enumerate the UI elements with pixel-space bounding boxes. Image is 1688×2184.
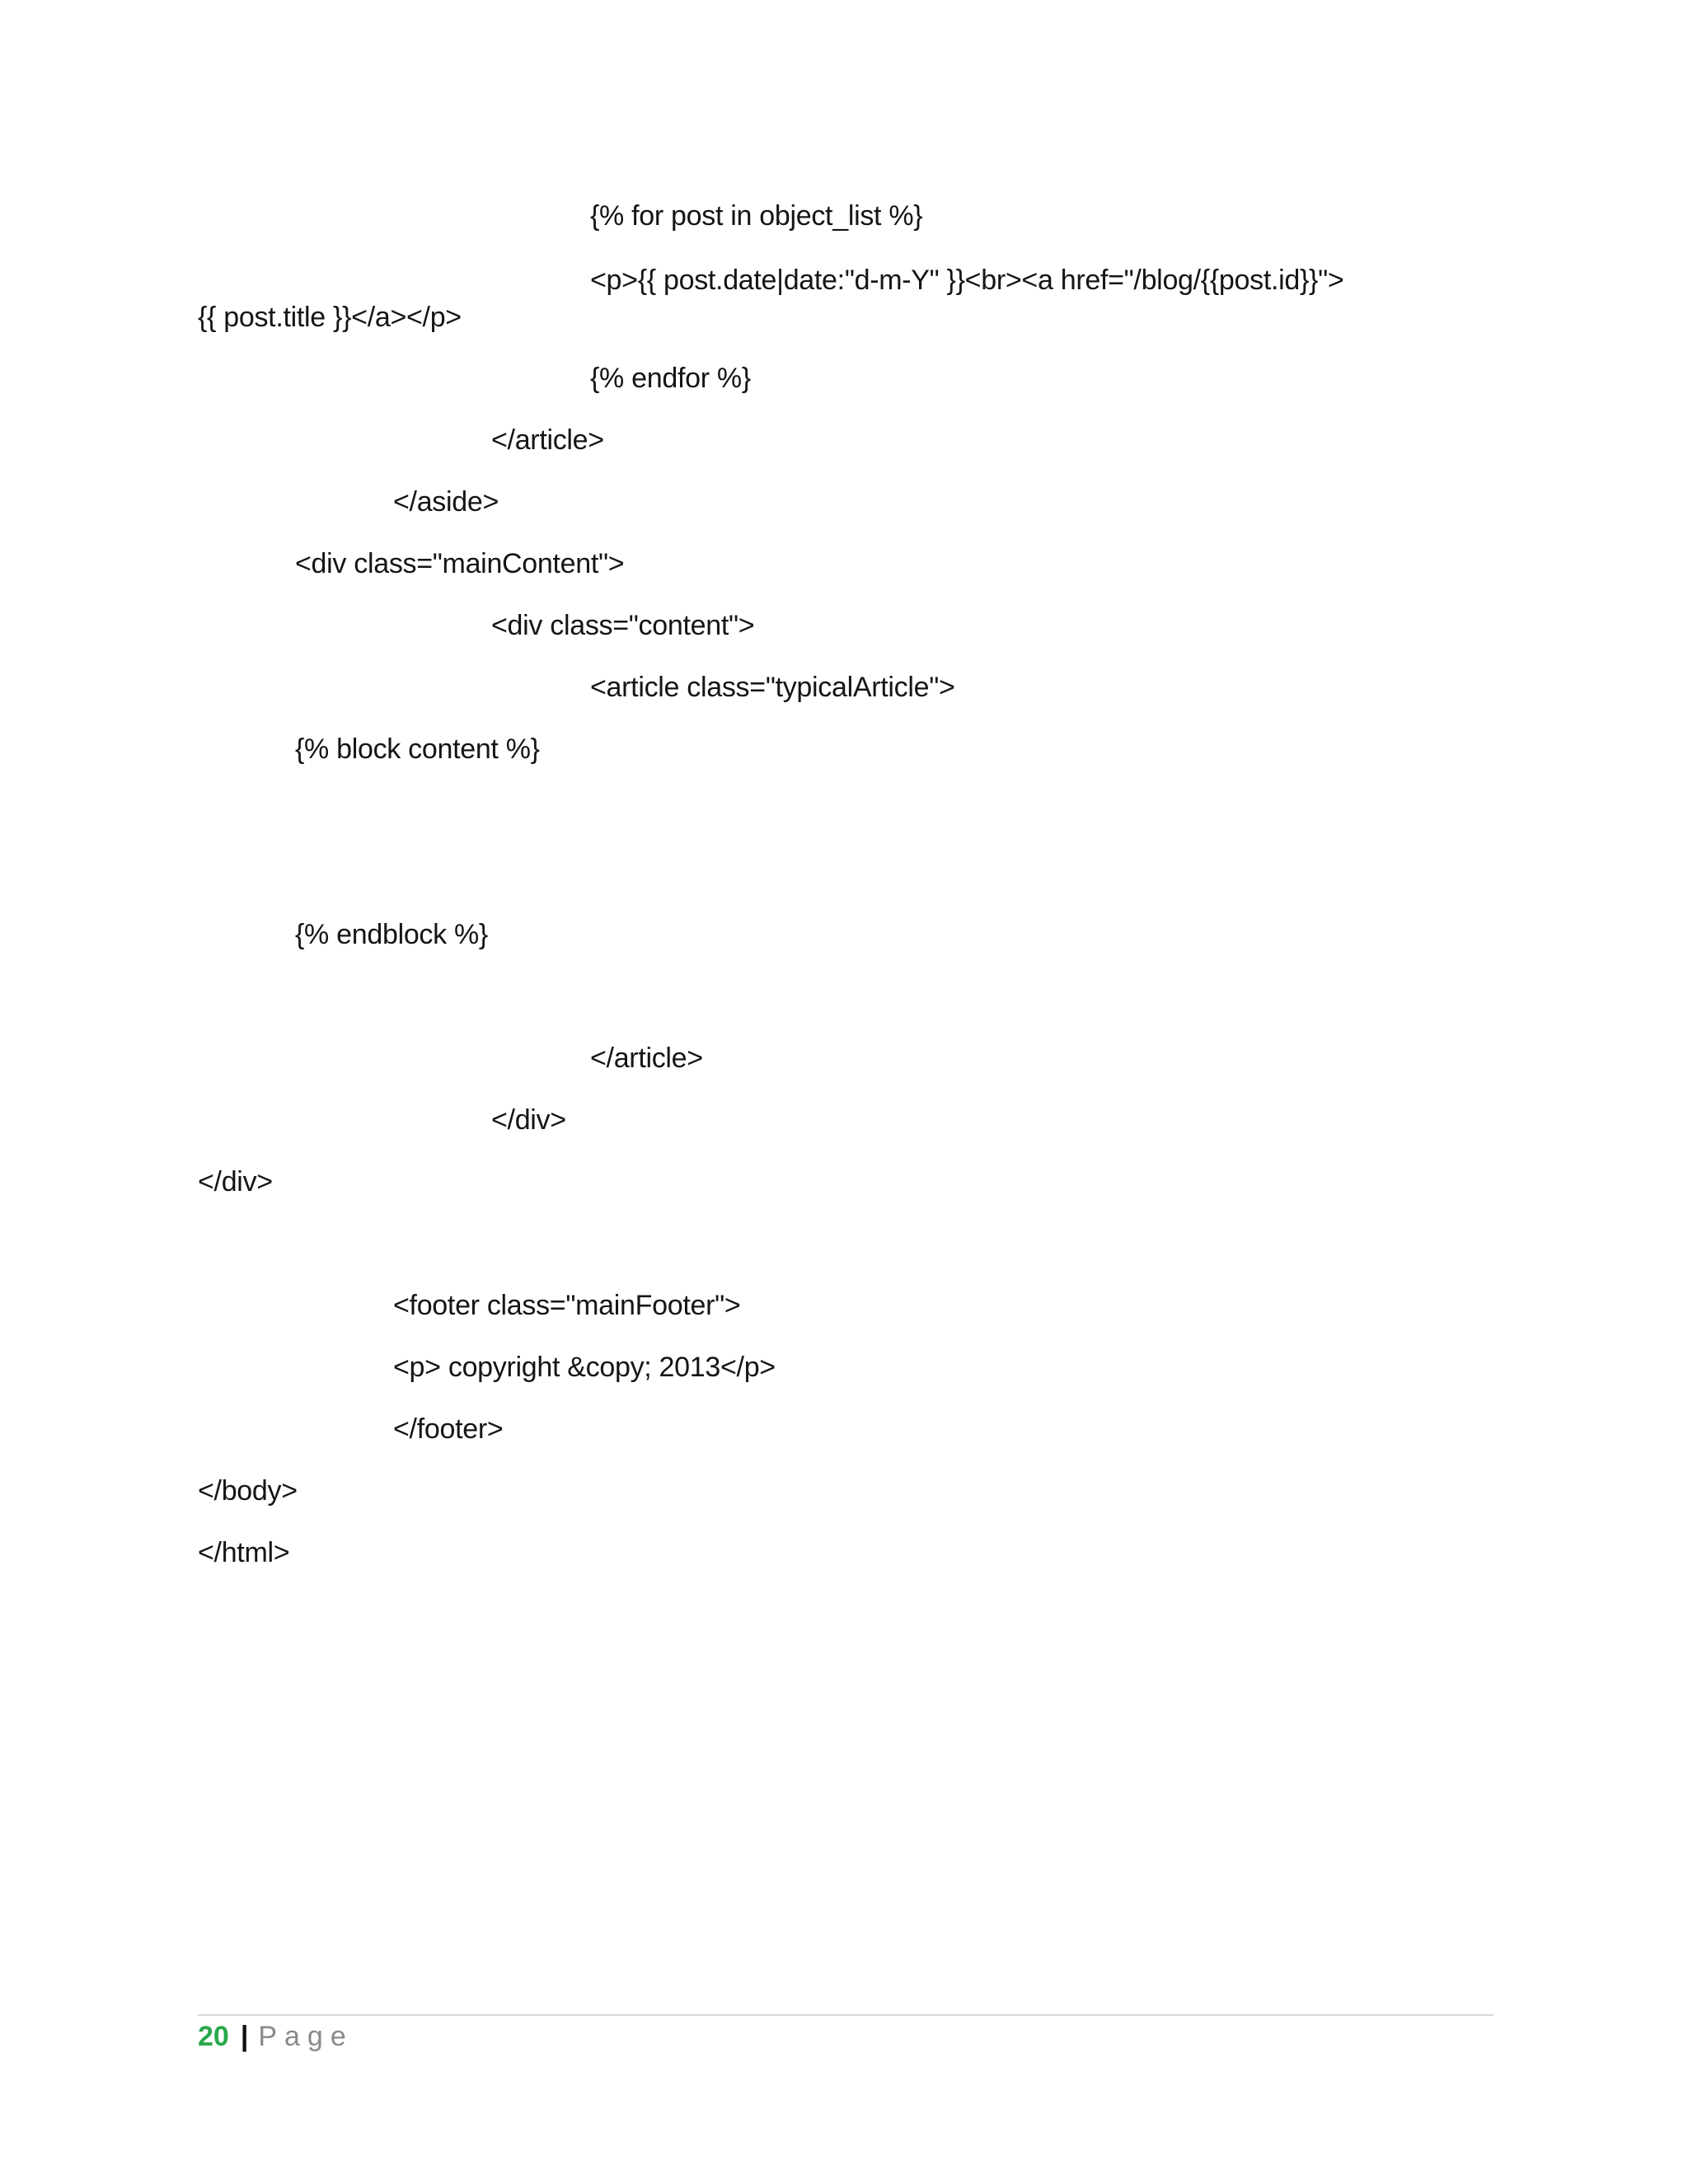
code-line-copyright: <p> copyright &copy; 2013</p>	[393, 1352, 776, 1383]
code-line-close-div-content: </div>	[491, 1104, 566, 1136]
page-number: 20	[198, 2020, 229, 2052]
code-line-block-content: {% block content %}	[295, 733, 540, 765]
code-line-close-article: </article>	[491, 424, 604, 456]
code-line-close-div-main: </div>	[198, 1166, 273, 1197]
code-line-close-html: </html>	[198, 1537, 290, 1568]
code-line-footer-open: <footer class="mainFooter">	[393, 1290, 741, 1321]
code-line-for-loop: {% for post in object_list %}	[590, 200, 923, 232]
code-line-div-content: <div class="content">	[491, 610, 755, 641]
code-line-close-body: </body>	[198, 1475, 298, 1507]
code-line-footer-close: </footer>	[393, 1413, 504, 1445]
page-separator: |	[240, 2020, 249, 2052]
footer-divider	[198, 2014, 1493, 2016]
page-label: Page	[258, 2020, 354, 2052]
code-line-close-article-2: </article>	[590, 1043, 703, 1074]
code-line-endblock: {% endblock %}	[295, 919, 488, 950]
code-line-div-maincontent: <div class="mainContent">	[295, 548, 625, 579]
code-line-post-title: {{ post.title }}</a></p>	[198, 302, 462, 333]
code-line-endfor: {% endfor %}	[590, 363, 751, 394]
code-line-article-typical: <article class="typicalArticle">	[590, 672, 955, 703]
code-line-post-date: <p>{{ post.date|date:"d-m-Y" }}<br><a href="/blog/{{post.id}}">	[590, 265, 1344, 296]
code-line-close-aside: </aside>	[393, 486, 499, 518]
page-footer	[198, 2016, 354, 2057]
